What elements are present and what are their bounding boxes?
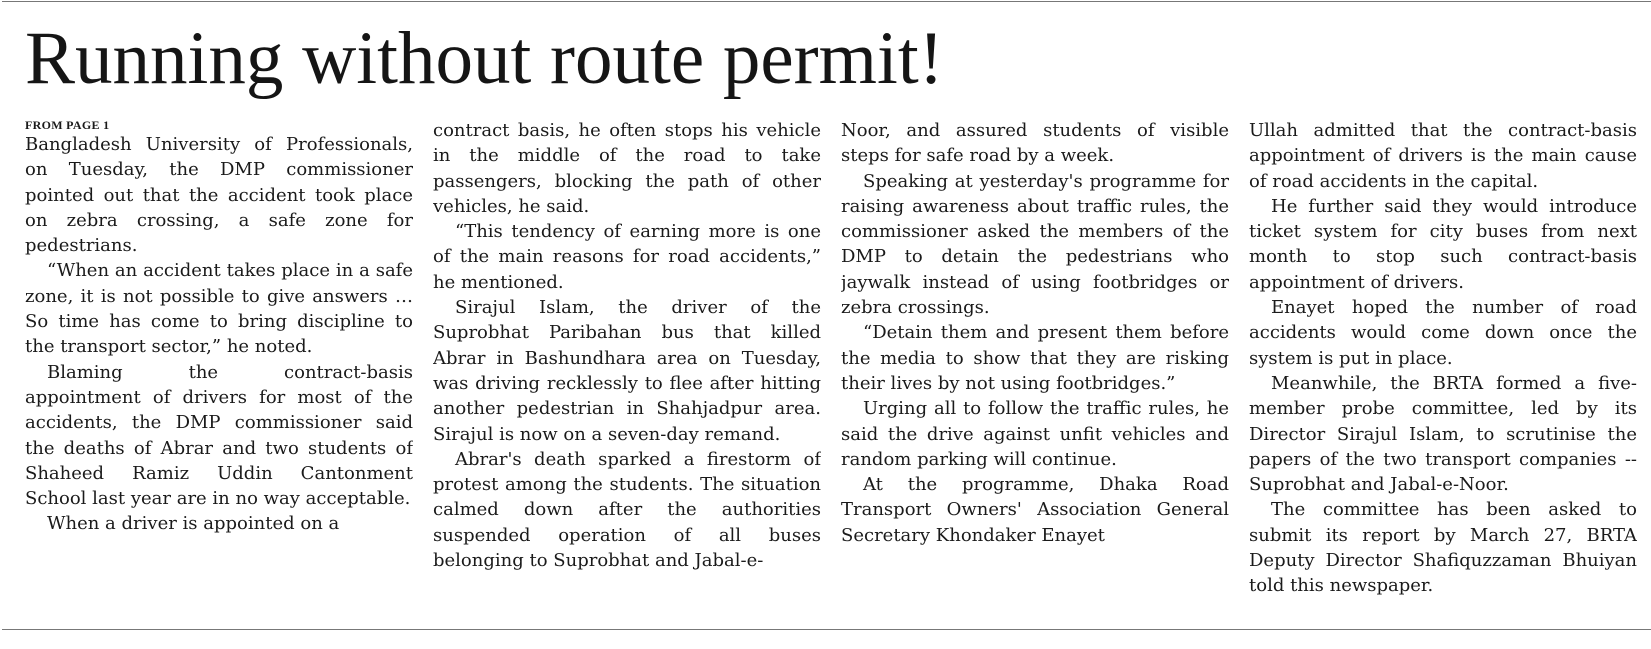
column-1 — [25, 118, 413, 626]
paragraph: He further said they would introduce ticket system for city buses from next month to stop such contract-basis appointment of drivers. — [1249, 195, 1637, 293]
column-4 — [1249, 118, 1637, 626]
paragraph: Urging all to follow the traffic rules, he said the drive against unfit vehicles and random parking will continue. — [841, 398, 1229, 470]
column-2 — [433, 118, 821, 626]
top-rule — [2, 1, 1651, 2]
paragraph: Speaking at yesterday's programme for raising awareness about traffic rules, the commissioner asked the members of the DMP to detain the pedestrians who jaywalk instead of using footbridges or zebra crossings. — [841, 170, 1229, 319]
paragraph: When a driver is appointed on a — [47, 513, 340, 535]
paragraph: Noor, and assured students of visible steps for safe road by a week. — [841, 120, 1229, 167]
paragraph: Bangladesh University of Professionals, on Tuesday, the DMP commissioner pointed out that the accident took place on zebra crossing, a safe zone for pedestrians. — [25, 134, 413, 257]
article-body — [25, 118, 1635, 626]
paragraph: Enayet hoped the number of road accidents would come down once the system is put in place. — [1249, 297, 1637, 369]
bottom-rule — [2, 629, 1651, 630]
paragraph: Blaming the contract-basis appointment of drivers for most of the accidents, the DMP commissioner said the deaths of Abrar and two students of Shaheed Ramiz Uddin Cantonment School last year are in no way acceptable. — [25, 361, 413, 510]
paragraph: The committee has been asked to submit its report by March 27, BRTA Deputy Director Shafiquzzaman Bhuiyan told this newspaper. — [1249, 499, 1637, 597]
headline: Running without route permit! — [25, 17, 944, 100]
paragraph: Meanwhile, the BRTA formed a five-member probe committee, led by its Director Sirajul Islam, to scrutinise the papers of the two transport companies -- Suprobhat and Jabal-e-Noor. — [1249, 372, 1637, 496]
paragraph: “Detain them and present them before the media to show that they are risking their lives by not using footbridges.” — [841, 322, 1229, 394]
paragraph: At the programme, Dhaka Road Transport Owners' Association General Secretary Khondaker Enayet — [841, 474, 1229, 546]
paragraph: Ullah admitted that the contract-basis appointment of drivers is the main cause of road accidents in the capital. — [1249, 120, 1637, 192]
paragraph: Abrar's death sparked a firestorm of protest among the students. The situation calmed down after the authorities suspended operation of all buses belonging to Suprobhat and Jabal-e- — [433, 448, 821, 572]
paragraph: “This tendency of earning more is one of the main reasons for road accidents,” he mentioned. — [433, 221, 821, 293]
paragraph: “When an accident takes place in a safe zone, it is not possible to give answers … So time has come to bring discipline to the transport sector,” he noted. — [25, 260, 413, 358]
paragraph: Sirajul Islam, the driver of the Suprobhat Paribahan bus that killed Abrar in Bashundhara area on Tuesday, was driving recklessly to flee after hitting another pedestrian in Shahjadpur area. Sirajul is now on a seven-day remand. — [433, 297, 821, 445]
paragraph: contract basis, he often stops his vehicle in the middle of the road to take passengers, blocking the path of other vehicles, he said. — [433, 120, 821, 217]
jump-line: FROM PAGE 1 — [25, 118, 110, 132]
column-3 — [841, 118, 1229, 626]
